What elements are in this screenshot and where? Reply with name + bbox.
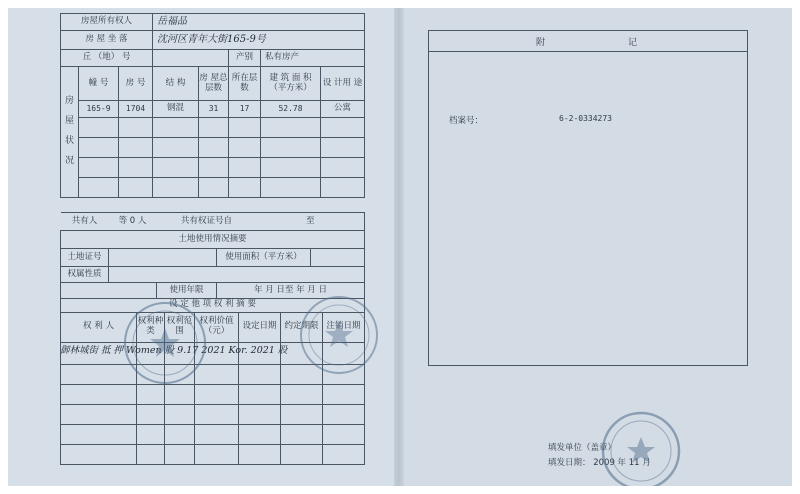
rights-header-set-date: 设定日期 — [239, 312, 281, 342]
file-number-value: 6-2-0334273 — [559, 114, 612, 123]
lot-label: 丘 （地） 号 — [61, 50, 153, 67]
table-row — [61, 444, 365, 464]
table-row — [61, 364, 365, 384]
header-total-floors: 房 屋总层数 — [199, 67, 229, 101]
table-row — [61, 424, 365, 444]
table-row — [61, 178, 365, 198]
table-row — [61, 118, 365, 138]
cell: 52.78 — [261, 101, 321, 118]
ownership-table — [60, 13, 365, 198]
cell: 17 — [229, 101, 261, 118]
header-area: 建 筑 面 积（平方米） — [261, 67, 321, 101]
table-row — [61, 138, 365, 158]
cell: 165-9 — [79, 101, 119, 118]
lot-value — [153, 50, 229, 67]
land-term-label: 使用年限 — [157, 283, 217, 299]
annex-header — [429, 31, 747, 52]
rights-table — [60, 298, 365, 465]
coowner-cert-label: 共有权证号自 — [157, 213, 257, 231]
coowner-to-label: 至 — [257, 213, 365, 231]
rights-header-term: 约定期限 — [281, 312, 323, 342]
land-title: 土地使用情况摘要 — [61, 231, 365, 249]
coowner-count: 等 0 人 — [109, 213, 157, 231]
status-side-label: 房屋状况 — [61, 67, 79, 198]
rights-header-value: 权利价值（元） — [195, 312, 239, 342]
issue-date — [548, 456, 651, 468]
land-cert-label: 土地证号 — [61, 249, 109, 267]
address-value: 沈河区青年大街165-9号 — [153, 31, 365, 50]
table-row — [61, 101, 365, 118]
rights-title: 设 定 他 项 权 利 摘 要 — [61, 298, 365, 312]
issue-date-label: 填发日期： — [548, 458, 591, 468]
cell: 31 — [199, 101, 229, 118]
coowner-land-table — [60, 212, 365, 299]
page-fold — [394, 8, 404, 486]
annex-title-2: 记 — [628, 37, 641, 48]
header-building-no: 幢 号 — [79, 67, 119, 101]
file-number-label: 档案号： — [449, 116, 484, 126]
cell: 钢混 — [153, 101, 199, 118]
issue-date-value: 2009 年 11 月 — [593, 458, 651, 468]
table-row — [61, 384, 365, 404]
header-usage: 设 计用 途 — [321, 67, 365, 101]
issuer-label: 填发单位（盖章） — [548, 443, 617, 453]
handwritten-mortgage-entry: 御林城街 抵 押 Women 股 9.17 2021 Kor. 2021 股 — [60, 345, 288, 356]
owner-value: 岳福品 — [153, 14, 365, 31]
cell: 公寓 — [321, 101, 365, 118]
annex-title-1: 附 — [535, 37, 548, 48]
address-label: 房 屋 坐 落 — [61, 31, 153, 50]
property-type-label: 产别 — [229, 50, 261, 67]
property-type-value: 私有房产 — [261, 50, 365, 67]
annex-box — [428, 30, 748, 366]
land-area-label: 使用面积（平方米） — [217, 249, 311, 267]
header-room-no: 房 号 — [119, 67, 153, 101]
table-row — [61, 158, 365, 178]
rights-header-cancel-date: 注销日期 — [323, 312, 365, 342]
rights-header-scope: 权利范围 — [165, 312, 195, 342]
rights-header-holder: 权 利 人 — [61, 312, 137, 342]
table-row — [61, 404, 365, 424]
land-nature-label: 权属性质 — [61, 267, 109, 283]
owner-label: 房屋所有权人 — [61, 14, 153, 31]
coowner-label: 共有人 — [61, 213, 109, 231]
land-term-value: 年 月 日至 年 月 日 — [217, 283, 365, 299]
cell: 1704 — [119, 101, 153, 118]
header-structure: 结 构 — [153, 67, 199, 101]
rights-header-type: 权利种类 — [137, 312, 165, 342]
header-floor: 所在层数 — [229, 67, 261, 101]
